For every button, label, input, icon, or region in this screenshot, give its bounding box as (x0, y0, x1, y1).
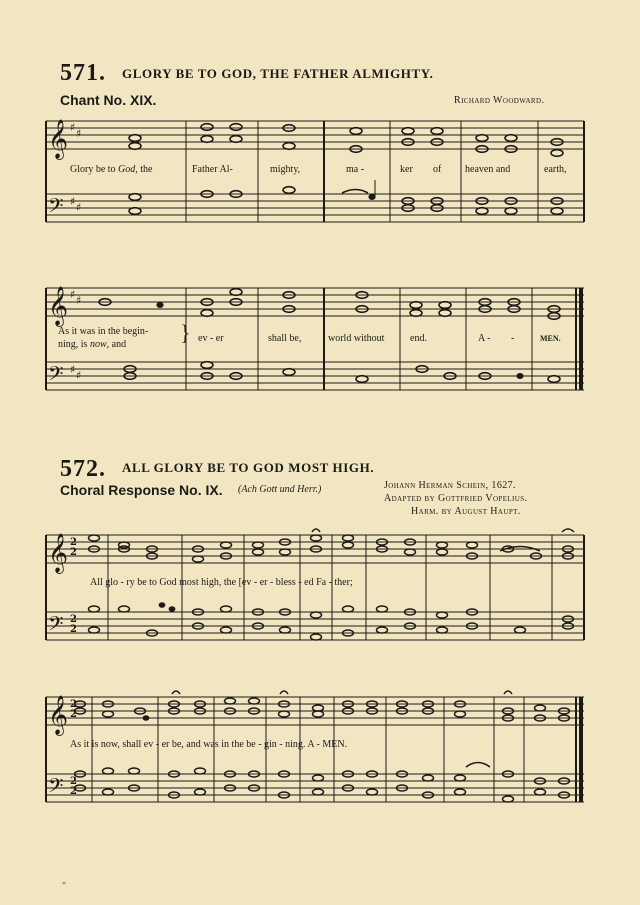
hymn-571-composer: Richard Woodward. (454, 95, 545, 106)
svg-text:2: 2 (70, 776, 77, 787)
lyric-571-2i: MEN. (540, 334, 561, 343)
hymn-572-subtitle: Choral Response No. IX. (60, 482, 223, 498)
svg-text:2: 2 (70, 699, 77, 710)
lyric-571-1b: Father Al- (192, 164, 233, 175)
hymn-571-title: GLORY BE TO GOD, THE FATHER ALMIGHTY. (122, 66, 434, 81)
svg-text:♯: ♯ (70, 288, 76, 301)
lyric-572-2: As it is now, shall ev - er be, and was in the be - gin - ning. A - MEN. (70, 739, 348, 750)
svg-text:2: 2 (70, 624, 77, 635)
svg-text:♯: ♯ (70, 195, 76, 208)
bass-clef-icon: 𝄢 (48, 194, 64, 222)
bass-clef-icon: 𝄢 (48, 612, 64, 640)
svg-text:2: 2 (70, 614, 77, 625)
svg-text:}: } (180, 320, 191, 345)
lyric-571-1d: ma - (346, 164, 365, 175)
lyric-571-1a: Glory be to God, the (70, 164, 153, 175)
footer-mark: * (62, 880, 66, 889)
treble-clef-icon: 𝄞 (48, 533, 69, 573)
hymn-572-credit-1: Johann Herman Schein, 1627. (384, 480, 516, 491)
hymn-572-credit-2: Adapted by Gottfried Vopelius. (384, 493, 528, 504)
lyric-571-1c: mighty, (270, 164, 301, 175)
svg-text:♯: ♯ (76, 294, 82, 307)
lyric-571-1e: ker (400, 164, 413, 175)
svg-text:♯: ♯ (70, 363, 76, 376)
hymn-572-number: 572. (60, 456, 106, 482)
lyric-571-1f: of (433, 164, 442, 175)
svg-text:2: 2 (70, 547, 77, 558)
svg-text:♯: ♯ (76, 127, 82, 140)
treble-clef-icon: 𝄞 (48, 119, 69, 159)
svg-text:2: 2 (70, 786, 77, 797)
lyric-571-1h: earth, (544, 164, 567, 175)
hymn-571-subtitle: Chant No. XIX. (60, 92, 157, 108)
lyric-571-2g: A - (478, 333, 491, 344)
svg-text:2: 2 (70, 709, 77, 720)
treble-clef-icon: 𝄞 (48, 695, 69, 735)
hymn-572-tune: (Ach Gott und Herr.) (238, 484, 322, 495)
lyric-571-2a: As it was in the begin- (58, 326, 149, 337)
bass-clef-icon: 𝄢 (48, 774, 64, 802)
svg-text:♯: ♯ (70, 121, 76, 134)
lyric-571-2f: end. (410, 333, 427, 344)
lyric-571-2c: ev - er (198, 333, 224, 344)
lyric-571-2e: world without (328, 333, 385, 344)
hymn-571-number: 571. (60, 60, 106, 86)
lyric-571-2d: shall be, (268, 333, 302, 344)
lyric-571-2b: ning, is now, and (58, 339, 127, 350)
lyric-571-2h: - (511, 333, 515, 344)
treble-clef-icon: 𝄞 (48, 286, 69, 326)
svg-text:2: 2 (70, 537, 77, 548)
svg-text:♯: ♯ (76, 201, 82, 214)
bass-clef-icon: 𝄢 (48, 362, 64, 390)
lyric-572-1: All glo - ry be to God most high, the [ev - er - bless - ed Fa - ther; (90, 577, 353, 588)
hymn-572-credit-3: Harm. by August Haupt. (411, 506, 521, 517)
lyric-571-1g: heaven and (465, 164, 511, 175)
svg-text:♯: ♯ (76, 369, 82, 382)
hymn-572-title: ALL GLORY BE TO GOD MOST HIGH. (122, 460, 375, 475)
